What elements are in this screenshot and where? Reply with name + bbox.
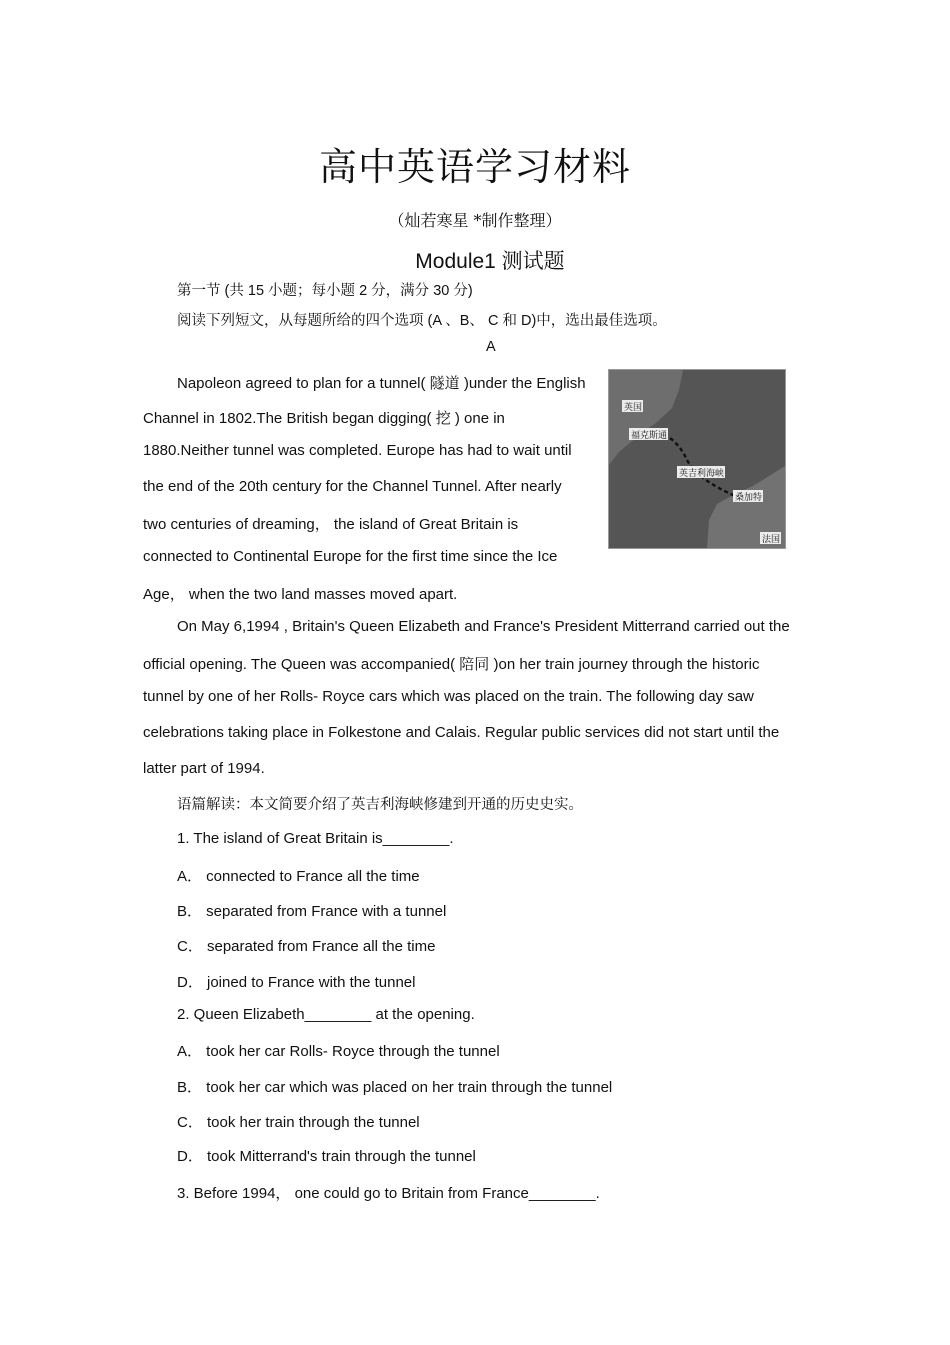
passage-line: On May 6,1994 , Britain's Queen Elizabeth and France's President Mitterrand carried out the (177, 618, 790, 635)
question-stem: 2. Queen Elizabeth________ at the opening. (177, 1006, 475, 1023)
module-title: Module1 测试题 (415, 250, 565, 273)
option-d: D． took Mitterrand's train through the tunnel (177, 1148, 476, 1165)
question-stem: 1. The island of Great Britain is________. (177, 830, 454, 847)
map-label-sangatte: 桑加特 (735, 492, 763, 502)
passage-line: tunnel by one of her Rolls- Royce cars which was placed on the train. The following day saw (143, 688, 754, 705)
passage-line: two centuries of dreaming， the island of Great Britain is (143, 516, 519, 533)
passage-analysis: 语篇解读：本文简要介绍了英吉利海峡修建到开通的历史史实。 (177, 797, 583, 813)
passage-line: 1880.Neither tunnel was completed. Europe has had to wait until (143, 442, 572, 459)
map-label-france: 法国 (762, 534, 781, 544)
option-a: A． connected to France all the time (177, 868, 420, 885)
channel-map (608, 369, 786, 549)
map-label-england: 英国 (624, 402, 643, 412)
page-title: 高中英语学习材料 (318, 145, 631, 189)
map-label-folkestone: 福克斯通 (631, 430, 668, 440)
passage-line: official opening. The Queen was accompanied( 陪同 )on her train journey through the historic (143, 656, 760, 673)
map-label-channel: 英吉利海峡 (679, 468, 725, 478)
option-b: B． separated from France with a tunnel (177, 903, 447, 920)
passage-label: A (486, 339, 496, 355)
section-heading: 第一节 (共 15 小题；每小题 2 分，满分 30 分) (177, 283, 473, 299)
question-stem: 3. Before 1994， one could go to Britain from France________. (177, 1185, 600, 1202)
option-a: A． took her car Rolls- Royce through the tunnel (177, 1043, 500, 1060)
passage-line: Napoleon agreed to plan for a tunnel( 隧道 )under the English (177, 375, 586, 392)
passage-line: connected to Continental Europe for the first time since the Ice (143, 548, 558, 565)
passage-line: Channel in 1802.The British began digging( 挖 ) one in (143, 410, 505, 427)
passage-line: celebrations taking place in Folkestone and Calais. Regular public services did not start until the (143, 724, 780, 741)
option-d: D． joined to France with the tunnel (177, 974, 416, 991)
option-c: C． took her train through the tunnel (177, 1114, 420, 1131)
passage-line: Age， when the two land masses moved apart. (143, 586, 458, 603)
option-c: C． separated from France all the time (177, 938, 436, 955)
section-instruction: 阅读下列短文，从每题所给的四个选项 (A 、B、 C 和 D)中，选出最佳选项。 (177, 313, 667, 329)
passage-line: latter part of 1994. (143, 760, 265, 777)
page-subtitle: （灿若寒星 *制作整理） (388, 211, 562, 230)
passage-line: the end of the 20th century for the Channel Tunnel. After nearly (143, 478, 562, 495)
option-b: B． took her car which was placed on her train through the tunnel (177, 1079, 613, 1096)
